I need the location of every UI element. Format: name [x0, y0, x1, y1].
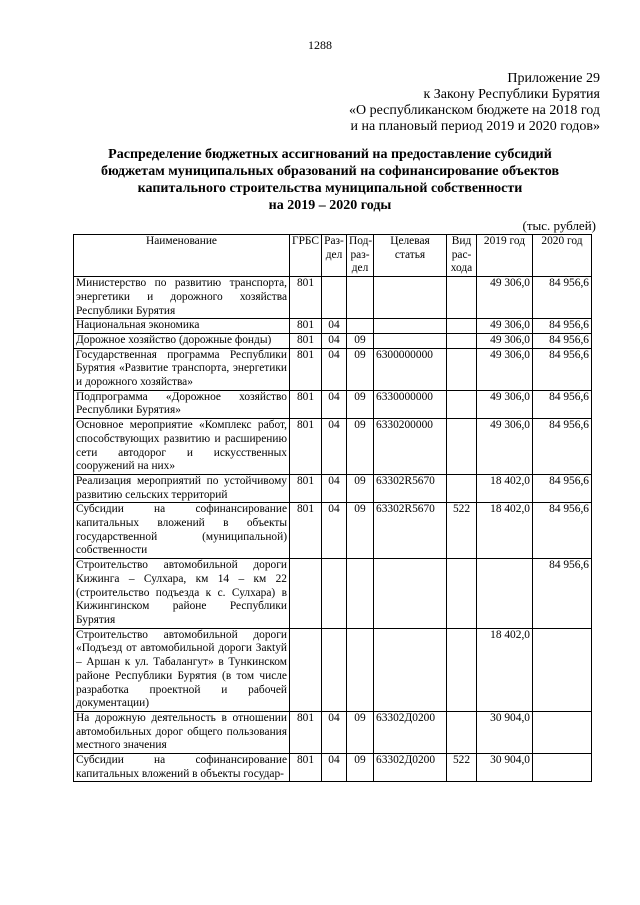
table-row	[74, 348, 592, 390]
title-line: Распределение бюджетных ассигнований на предоставление субсидий	[108, 147, 552, 162]
table-row	[74, 419, 592, 475]
cell-podrazdel	[347, 628, 374, 711]
cell-razdel	[322, 559, 347, 629]
cell-target	[374, 319, 447, 334]
cell-2020: 84 956,6	[533, 559, 592, 629]
cell-razdel: 04	[322, 711, 347, 753]
cell-2019: 30 904,0	[477, 754, 533, 782]
cell-vid	[447, 559, 477, 629]
appendix-line: к Закону Республики Бурятия	[423, 87, 600, 102]
cell-2019	[477, 559, 533, 629]
cell-2020: 84 956,6	[533, 277, 592, 319]
cell-vid	[447, 319, 477, 334]
cell-2020: 84 956,6	[533, 390, 592, 418]
cell-podrazdel	[347, 559, 374, 629]
header-name: Наименование	[74, 235, 290, 277]
cell-name: Субсидии на софинансирование капитальных вложений в объекты государственной (муниципальной) собственности	[74, 503, 290, 559]
appendix-note	[349, 71, 600, 135]
cell-razdel	[322, 277, 347, 319]
cell-podrazdel: 09	[347, 474, 374, 502]
cell-target	[374, 277, 447, 319]
cell-razdel: 04	[322, 503, 347, 559]
cell-grbs: 801	[290, 348, 322, 390]
cell-target: 6330200000	[374, 419, 447, 475]
cell-grbs: 801	[290, 419, 322, 475]
cell-2019: 49 306,0	[477, 419, 533, 475]
cell-2019: 18 402,0	[477, 628, 533, 711]
cell-name: Подпрограмма «Дорожное хозяйство Республики Бурятия»	[74, 390, 290, 418]
budget-table	[73, 234, 592, 782]
cell-target: 6300000000	[374, 348, 447, 390]
cell-name: Дорожное хозяйство (дорожные фонды)	[74, 333, 290, 348]
cell-name: Национальная экономика	[74, 319, 290, 334]
cell-vid	[447, 333, 477, 348]
cell-podrazdel	[347, 277, 374, 319]
header-2020: 2020 год	[533, 235, 592, 277]
table-row	[74, 628, 592, 711]
cell-podrazdel: 09	[347, 348, 374, 390]
cell-2019: 30 904,0	[477, 711, 533, 753]
appendix-line: Приложение 29	[507, 71, 600, 86]
cell-target	[374, 628, 447, 711]
header-2019: 2019 год	[477, 235, 533, 277]
cell-2020: 84 956,6	[533, 333, 592, 348]
cell-2020: 84 956,6	[533, 419, 592, 475]
cell-target: 63302Д0200	[374, 711, 447, 753]
cell-vid	[447, 348, 477, 390]
cell-2019: 18 402,0	[477, 503, 533, 559]
cell-vid: 522	[447, 754, 477, 782]
cell-razdel: 04	[322, 333, 347, 348]
cell-razdel: 04	[322, 348, 347, 390]
cell-target: 63302Д0200	[374, 754, 447, 782]
document-title	[60, 146, 600, 214]
cell-name: На дорожную деятельность в отношении автомобильных дорог общего пользования местного значения	[74, 711, 290, 753]
cell-name: Министерство по развитию транспорта, энергетики и дорожного хозяйства Республики Бурятия	[74, 277, 290, 319]
cell-vid	[447, 628, 477, 711]
cell-grbs: 801	[290, 711, 322, 753]
header-razdel: Раз-дел	[322, 235, 347, 277]
title-line: на 2019 – 2020 годы	[268, 198, 392, 213]
cell-podrazdel: 09	[347, 711, 374, 753]
table-row	[74, 474, 592, 502]
cell-vid	[447, 711, 477, 753]
cell-vid	[447, 390, 477, 418]
cell-2019: 49 306,0	[477, 333, 533, 348]
cell-2020: 84 956,6	[533, 503, 592, 559]
cell-podrazdel	[347, 319, 374, 334]
cell-name: Субсидии на софинансирование капитальных вложений в объекты государ-	[74, 754, 290, 782]
cell-grbs	[290, 628, 322, 711]
cell-podrazdel: 09	[347, 333, 374, 348]
title-line: капитального строительства муниципальной собственности	[137, 181, 523, 196]
table-row	[74, 390, 592, 418]
cell-2020	[533, 754, 592, 782]
cell-2020	[533, 711, 592, 753]
cell-2019: 49 306,0	[477, 319, 533, 334]
cell-target: 63302R5670	[374, 474, 447, 502]
cell-grbs: 801	[290, 390, 322, 418]
cell-vid: 522	[447, 503, 477, 559]
units-label: (тыс. рублей)	[522, 218, 596, 233]
table-row	[74, 711, 592, 753]
cell-target: 63302R5670	[374, 503, 447, 559]
appendix-line: «О республиканском бюджете на 2018 год	[349, 103, 600, 118]
header-vid: Вид рас-хода	[447, 235, 477, 277]
cell-2019: 18 402,0	[477, 474, 533, 502]
cell-grbs	[290, 559, 322, 629]
cell-2019: 49 306,0	[477, 277, 533, 319]
cell-name: Реализация мероприятий по устойчивому развитию сельских территорий	[74, 474, 290, 502]
cell-grbs: 801	[290, 474, 322, 502]
cell-2020: 84 956,6	[533, 348, 592, 390]
table-row	[74, 333, 592, 348]
page-number: 1288	[308, 38, 332, 52]
cell-target	[374, 333, 447, 348]
cell-podrazdel: 09	[347, 754, 374, 782]
cell-name: Строительство автомобильной дороги «Подъезд от автомобильной дороги Закtуй – Аршан к ул. Табалангут» в Тункинском районе Республики Бурятия (в том числе разработка проектной и рабочей документации)	[74, 628, 290, 711]
cell-grbs: 801	[290, 754, 322, 782]
table-header-row	[74, 235, 592, 277]
cell-grbs: 801	[290, 503, 322, 559]
cell-name: Строительство автомобильной дороги Кижинга – Сулхара, км 14 – км 22 (строительство подъезда к с. Сулхара) в Кижингинском районе Республики Бурятия	[74, 559, 290, 629]
cell-2019: 49 306,0	[477, 390, 533, 418]
cell-grbs: 801	[290, 319, 322, 334]
table-row	[74, 277, 592, 319]
table-row	[74, 319, 592, 334]
table-body	[74, 277, 592, 782]
header-target: Целевая статья	[374, 235, 447, 277]
cell-razdel: 04	[322, 754, 347, 782]
cell-vid	[447, 277, 477, 319]
appendix-line: и на плановый период 2019 и 2020 годов»	[350, 119, 600, 134]
table-row	[74, 503, 592, 559]
cell-razdel: 04	[322, 319, 347, 334]
title-line: бюджетам муниципальных образований на софинансирование объектов	[100, 164, 560, 179]
cell-razdel: 04	[322, 474, 347, 502]
header-podrazdel: Под-раз-дел	[347, 235, 374, 277]
cell-2019: 49 306,0	[477, 348, 533, 390]
cell-podrazdel: 09	[347, 503, 374, 559]
header-grbs: ГРБС	[290, 235, 322, 277]
cell-name: Основное мероприятие «Комплекс работ, способствующих развитию и расширению сети автодорог и искусственных сооружений на них»	[74, 419, 290, 475]
cell-2020: 84 956,6	[533, 319, 592, 334]
cell-podrazdel: 09	[347, 419, 374, 475]
cell-name: Государственная программа Республики Бурятия «Развитие транспорта, энергетики и дорожного хозяйства»	[74, 348, 290, 390]
cell-vid	[447, 419, 477, 475]
cell-target: 6330000000	[374, 390, 447, 418]
cell-razdel: 04	[322, 419, 347, 475]
cell-podrazdel: 09	[347, 390, 374, 418]
table-row	[74, 754, 592, 782]
table-row	[74, 559, 592, 629]
cell-target	[374, 559, 447, 629]
cell-razdel	[322, 628, 347, 711]
cell-grbs: 801	[290, 333, 322, 348]
cell-2020	[533, 628, 592, 711]
cell-grbs: 801	[290, 277, 322, 319]
cell-razdel: 04	[322, 390, 347, 418]
cell-2020: 84 956,6	[533, 474, 592, 502]
cell-vid	[447, 474, 477, 502]
